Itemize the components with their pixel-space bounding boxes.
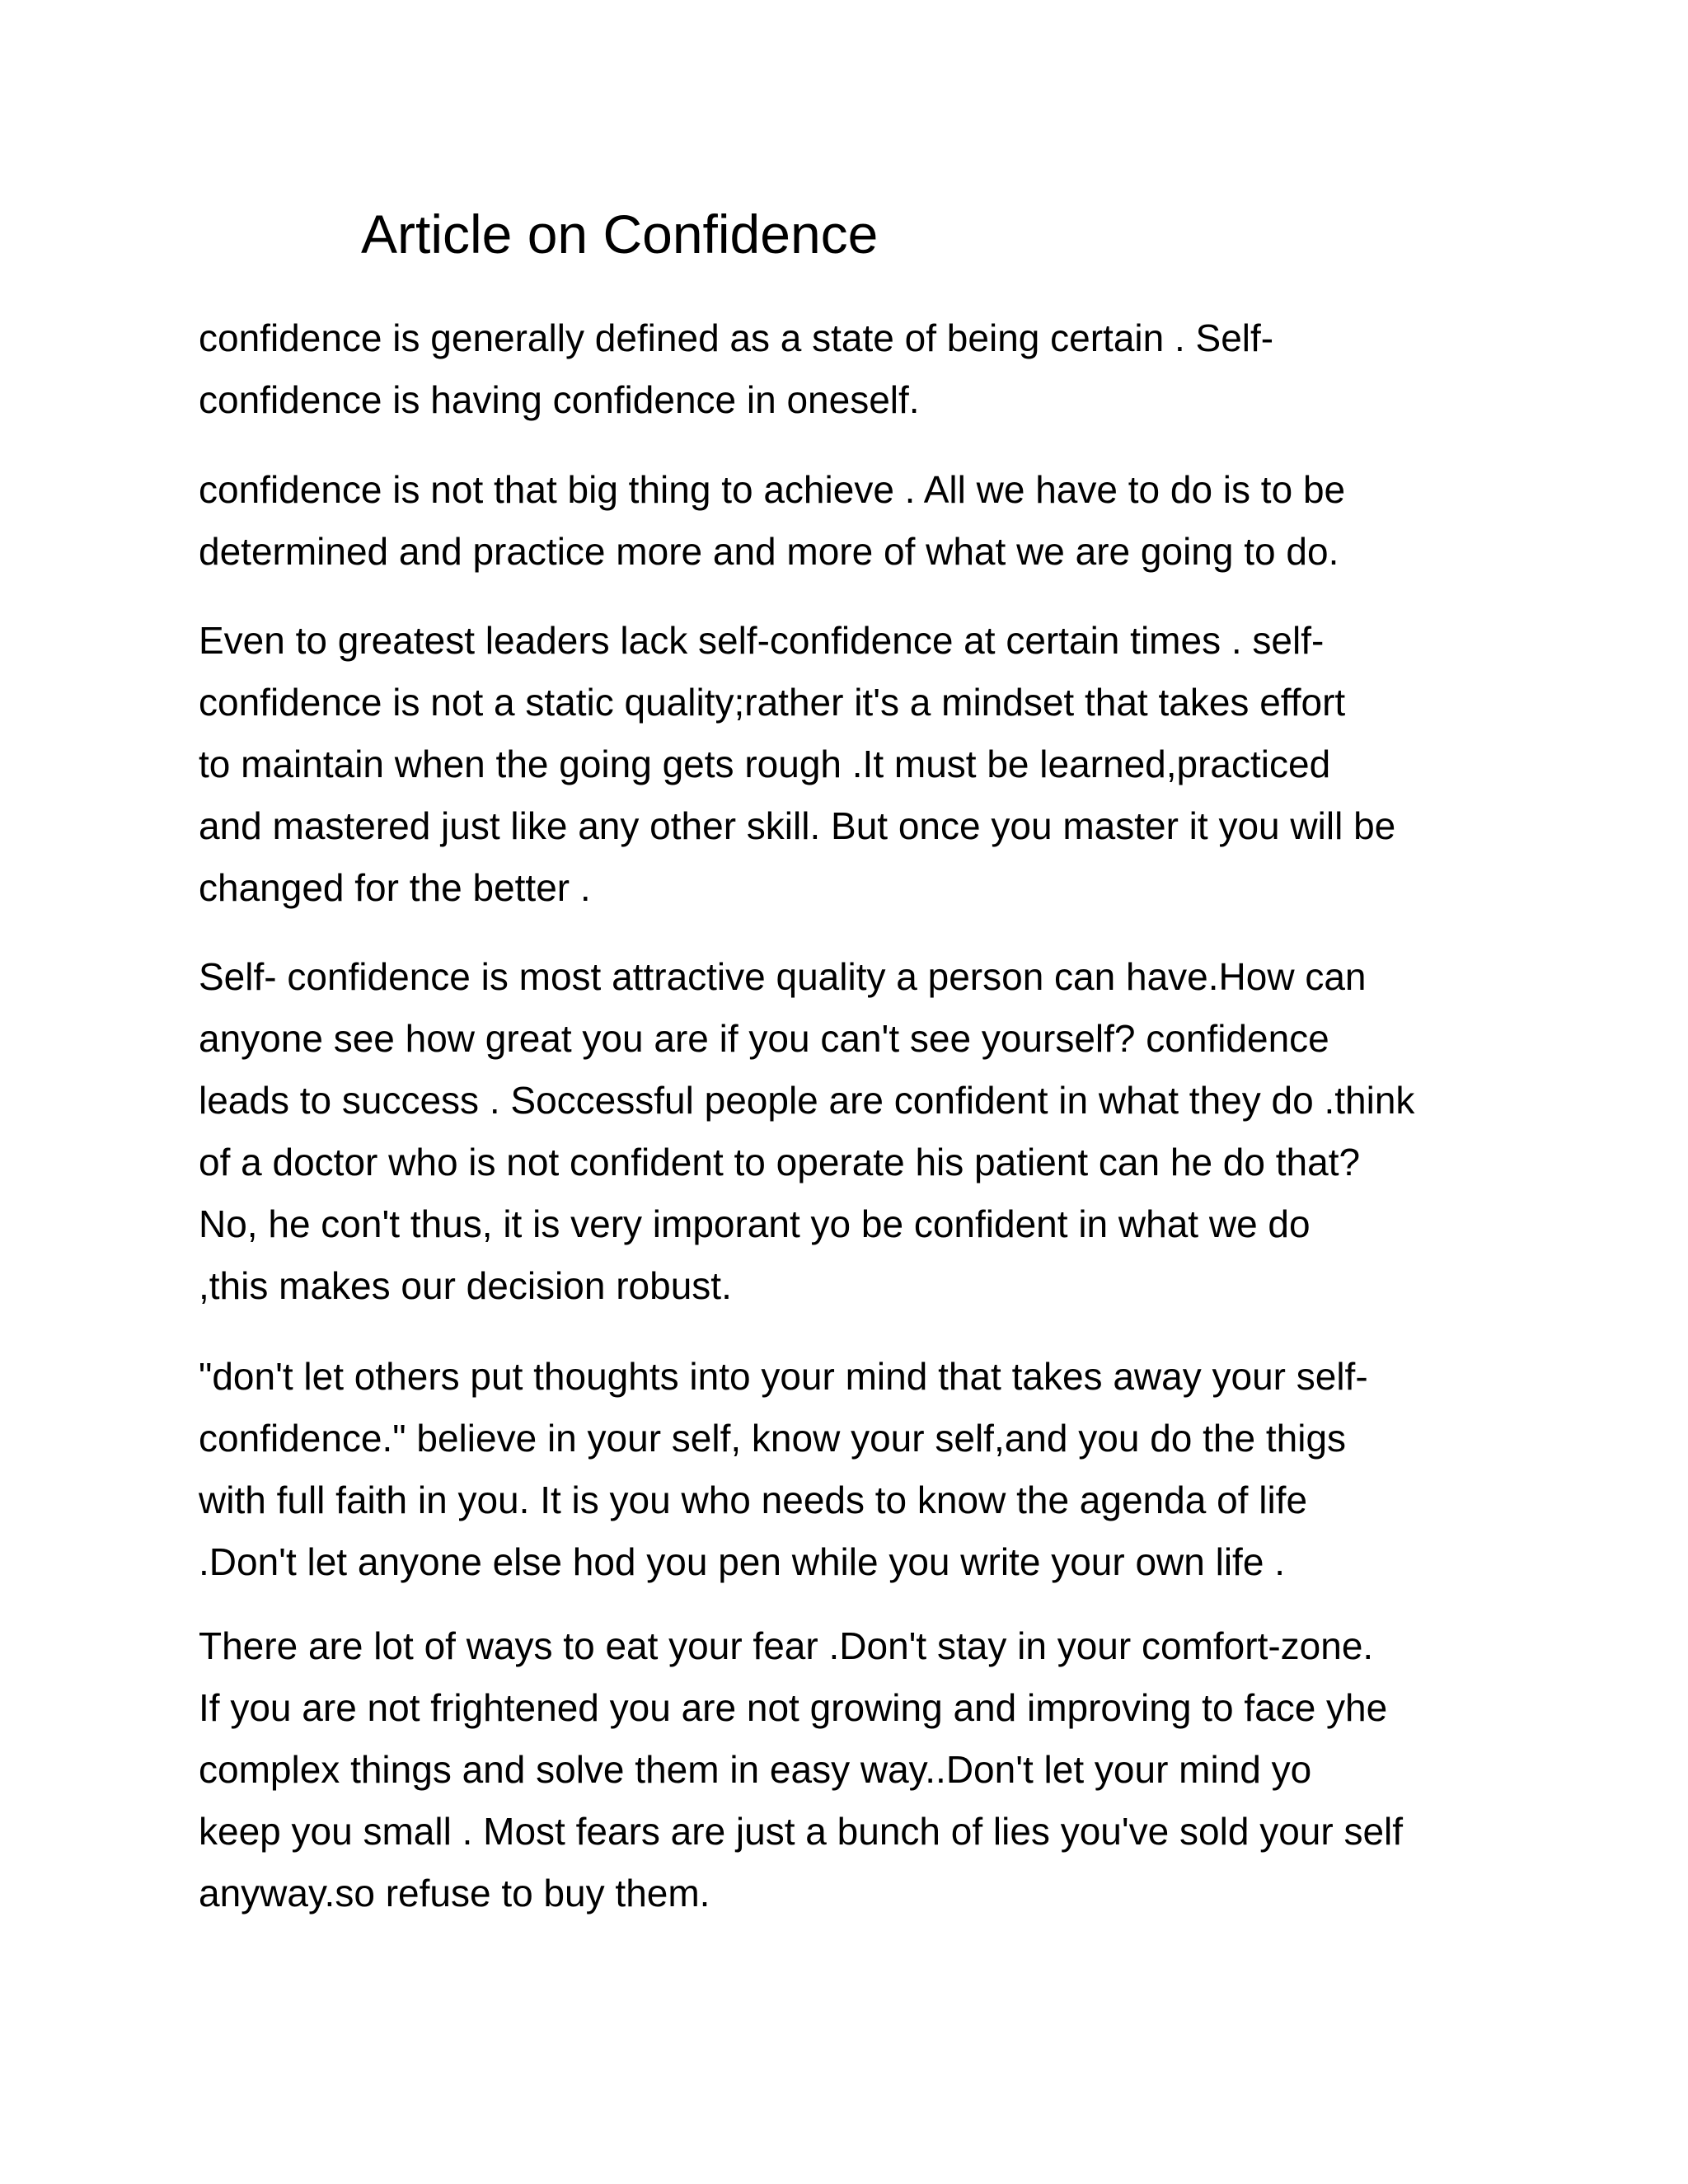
- paragraph-line: .Don't let anyone else hod you pen while you write your own life .: [199, 1540, 1285, 1583]
- paragraph-5: [199, 1346, 1501, 1593]
- document-title: Article on Confidence: [361, 204, 879, 265]
- paragraph-line: Even to greatest leaders lack self-confidence at certain times . self-: [199, 619, 1325, 662]
- paragraph-line: to maintain when the going gets rough .It must be learned,practiced: [199, 743, 1331, 785]
- paragraph-line: No, he con't thus, it is very imporant yo be confident in what we do: [199, 1202, 1311, 1245]
- paragraph-line: confidence is not a static quality;rather it's a mindset that takes effort: [199, 681, 1346, 724]
- paragraph-line: changed for the better .: [199, 866, 591, 909]
- paragraph-4: [199, 946, 1501, 1317]
- paragraph-line: complex things and solve them in easy way..Don't let your mind yo: [199, 1748, 1312, 1791]
- paragraph-line: of a doctor who is not confident to operate his patient can he do that?: [199, 1141, 1361, 1183]
- paragraph-line: ,this makes our decision robust.: [199, 1264, 732, 1307]
- paragraph-3: [199, 610, 1501, 919]
- paragraph-line: Self- confidence is most attractive quality a person can have.How can: [199, 955, 1367, 998]
- paragraph-line: confidence is generally defined as a state of being certain . Self-: [199, 316, 1274, 359]
- paragraph-line: If you are not frightened you are not growing and improving to face yhe: [199, 1686, 1388, 1729]
- paragraph-line: confidence." believe in your self, know your self,and you do the thigs: [199, 1417, 1347, 1460]
- paragraph-line: confidence is having confidence in oneself.: [199, 378, 920, 421]
- paragraph-line: There are lot of ways to eat your fear .Don't stay in your comfort-zone.: [199, 1624, 1374, 1667]
- paragraph-line: confidence is not that big thing to achieve . All we have to do is to be: [199, 468, 1346, 511]
- paragraph-line: "don't let others put thoughts into your mind that takes away your self-: [199, 1355, 1368, 1398]
- paragraph-line: anyway.so refuse to buy them.: [199, 1872, 710, 1915]
- paragraph-line: and mastered just like any other skill. But once you master it you will be: [199, 804, 1396, 847]
- paragraph-1: [199, 307, 1501, 431]
- paragraph-2: [199, 459, 1501, 583]
- paragraph-line: keep you small . Most fears are just a bunch of lies you've sold your self: [199, 1810, 1404, 1853]
- paragraph-6: [199, 1615, 1501, 1924]
- paragraph-line: with full faith in you. It is you who needs to know the agenda of life: [199, 1479, 1308, 1521]
- paragraph-line: determined and practice more and more of what we are going to do.: [199, 530, 1339, 573]
- paragraph-line: anyone see how great you are if you can't see yourself? confidence: [199, 1017, 1329, 1060]
- paragraph-line: leads to success . Soccessful people are confident in what they do .think: [199, 1079, 1415, 1122]
